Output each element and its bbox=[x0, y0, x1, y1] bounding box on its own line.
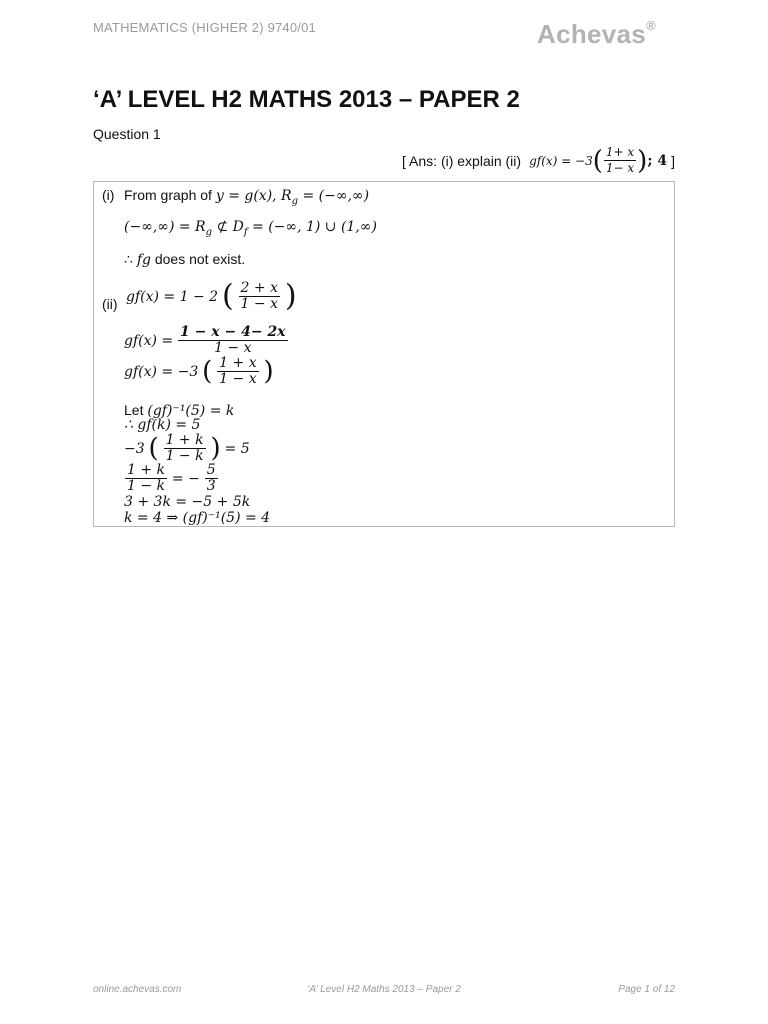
step1-line: ∴ gf(k) = 5 bbox=[124, 417, 201, 433]
footer-title: ‘A’ Level H2 Maths 2013 – Paper 2 bbox=[307, 984, 461, 995]
part-i-line3: ∴ fg does not exist. bbox=[124, 251, 246, 268]
answer-tail: ; 4 bbox=[647, 152, 668, 169]
step4-line: 3 + 3k = −5 + 5k bbox=[124, 494, 251, 510]
step5-line: k = 4 ⇒ (gf)⁻¹(5) = 4 bbox=[124, 510, 271, 526]
answer-close: ] bbox=[671, 152, 675, 169]
header-subject: MATHEMATICS (HIGHER 2) 9740/01 bbox=[93, 20, 316, 35]
answer-line: [ Ans: (i) explain (ii) gf(x) = −3 ( $\frac{1+ x}{1- x}$ ) ; 4 ] bbox=[402, 145, 675, 176]
question-label: Question 1 bbox=[93, 126, 161, 142]
answer-open: [ Ans: (i) explain (ii) bbox=[402, 152, 522, 169]
footer-url: online.achevas.com bbox=[93, 984, 182, 995]
part-i-line1: From graph of y = g(x), $R_g$ = (−∞,∞) bbox=[124, 187, 370, 207]
answer-fraction: $\frac{1+ x}{1- x}$ bbox=[605, 145, 635, 175]
part-ii-line3: gf(x) = −3 ( $\frac{1 + x}{1 - x}$ ) bbox=[124, 355, 274, 387]
step3-line: $\frac{1 + k}{1 - k}$ = − $\frac{5}{3}$ bbox=[127, 462, 216, 494]
part-i-line2: (−∞,∞) = $R_g$ ⊄ $D_f$ = (−∞, 1) ∪ (1,∞) bbox=[124, 219, 377, 238]
part-i-label: (i) bbox=[102, 187, 115, 203]
solution-box bbox=[93, 181, 675, 527]
part-ii-label: (ii) bbox=[102, 296, 118, 312]
part-ii-line1: gf(x) = 1 − 2 ( $\frac{2 + x}{1 - x}$ ) bbox=[126, 278, 297, 314]
part-ii-line2: gf(x) = $\frac{1 - x - 4- 2x}{1 - x}$ bbox=[124, 324, 286, 356]
page-title: ‘A’ LEVEL H2 MATHS 2013 – PAPER 2 bbox=[93, 86, 520, 113]
achevas-logo: Achevas® bbox=[537, 18, 656, 49]
step2-line: −3 ( $\frac{1 + k}{1 - k}$ ) = 5 bbox=[124, 432, 250, 464]
let-line: Let (gf)⁻¹(5) = k bbox=[124, 402, 235, 419]
answer-lhs: gf(x) = −3 bbox=[529, 153, 593, 168]
footer-page-number: Page 1 of 12 bbox=[618, 984, 675, 995]
